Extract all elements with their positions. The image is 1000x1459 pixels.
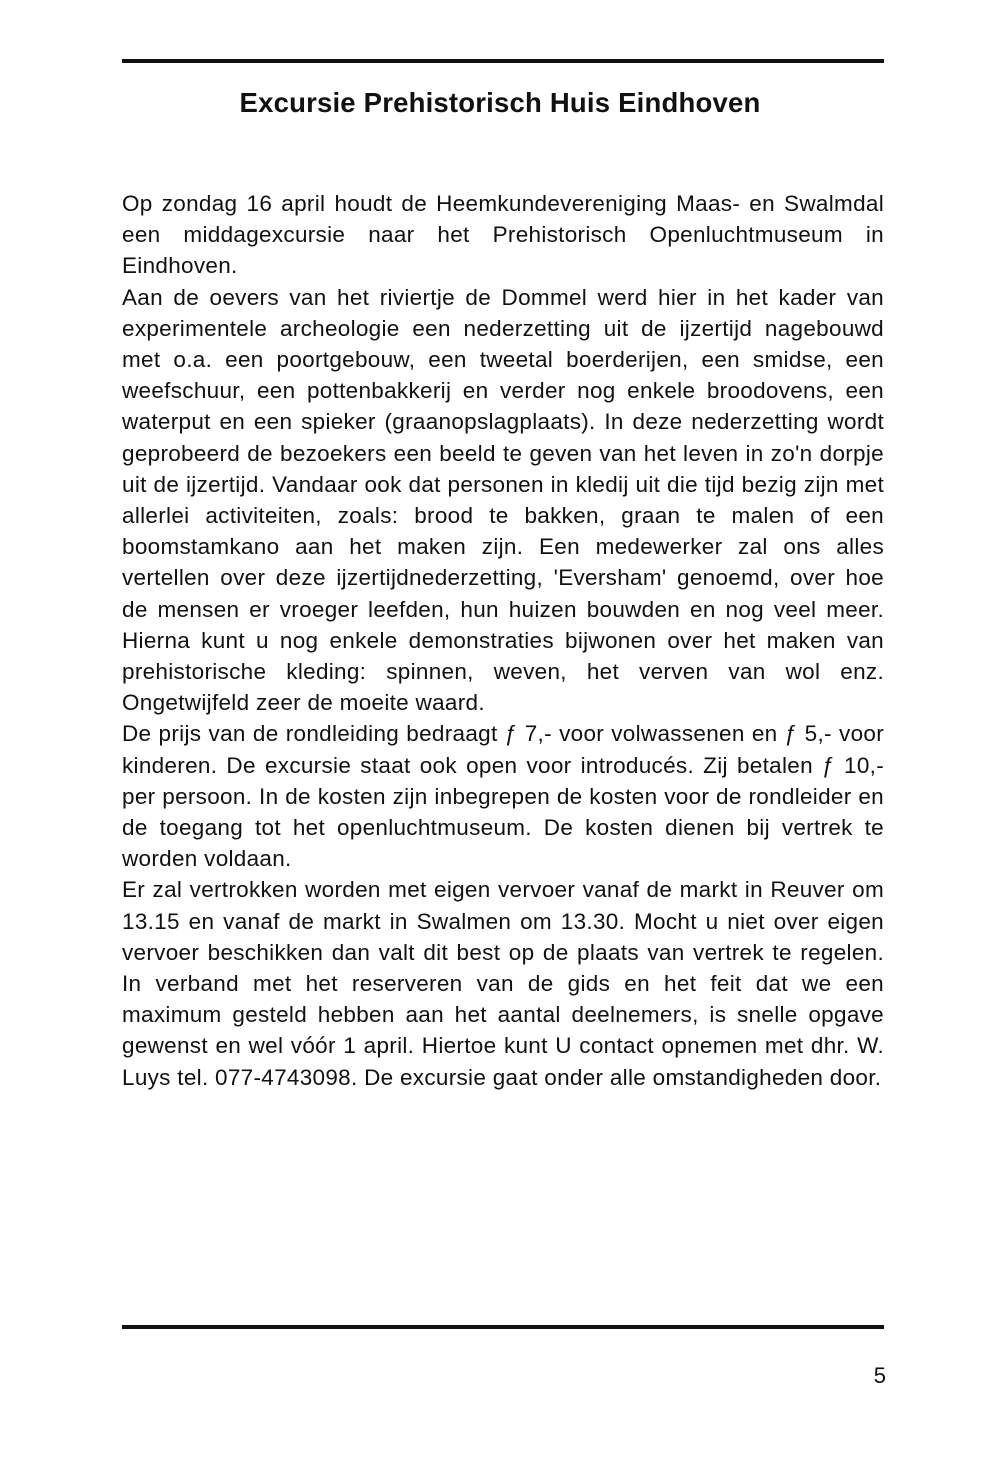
paragraph-description: Aan de oevers van het riviertje de Dommel werd hier in het kader van experimentele archeologie een nederzetting uit de ijzertijd nagebouwd met o.a. een poortgebouw, een tweetal boerderijen, een smidse, een weefschuur, een pottenbakkerij en verder nog enkele broodovens, een waterput en een spieker (graanopslagplaats). In deze nederzetting wordt geprobeerd de bezoekers een beeld te geven van het leven in zo'n dorpje uit de ijzertijd. Vandaar ook dat personen in kledij uit die tijd bezig zijn met allerlei activiteiten, zoals: brood te bakken, graan te malen of een boomstamkano aan het maken zijn. Een medewerker zal ons alles vertellen over deze ijzertijdnederzetting, 'Eversham' genoemd, over hoe de mensen er vroeger leefden, hun huizen bouwden en nog veel meer. Hierna kunt u nog enkele demonstraties bijwonen over het maken van prehistorische kleding: spinnen, weven, het verven van wol enz. Ongetwijfeld zeer de moeite waard. <box>122 284 884 716</box>
article-body <box>122 188 884 1093</box>
bottom-rule <box>122 1325 884 1329</box>
paragraph-intro: Op zondag 16 april houdt de Heemkundevereniging Maas- en Swalmdal een middagexcursie naar het Prehistorisch Openluchtmuseum in Eindhoven. <box>122 191 884 279</box>
paragraph-departure: Er zal vertrokken worden met eigen vervoer vanaf de markt in Reuver om 13.15 en vanaf de markt in Swalmen om 13.30. Mocht u niet over eigen vervoer beschikken dan valt dit best op de plaats van vertrek te regelen. In verband met het reserveren van de gids en het feit dat we een maximum gesteld hebben aan het aantal deelnemers, is snelle opgave gewenst en wel vóór 1 april. Hiertoe kunt U contact opnemen met dhr. W. Luys tel. 077-4743098. De excursie gaat onder alle omstandigheden door. <box>122 877 884 1090</box>
top-rule <box>122 59 884 63</box>
page-title: Excursie Prehistorisch Huis Eindhoven <box>239 87 761 118</box>
page-number: 5 <box>873 1363 886 1388</box>
paragraph-prices: De prijs van de rondleiding bedraagt ƒ 7,- voor volwassenen en ƒ 5,- voor kinderen. De excursie staat ook open voor introducés. Zij betalen ƒ 10,- per persoon. In de kosten zijn inbegrepen de kosten voor de rondleider en de toegang tot het openluchtmuseum. De kosten dienen bij vertrek te worden voldaan. <box>122 721 884 872</box>
